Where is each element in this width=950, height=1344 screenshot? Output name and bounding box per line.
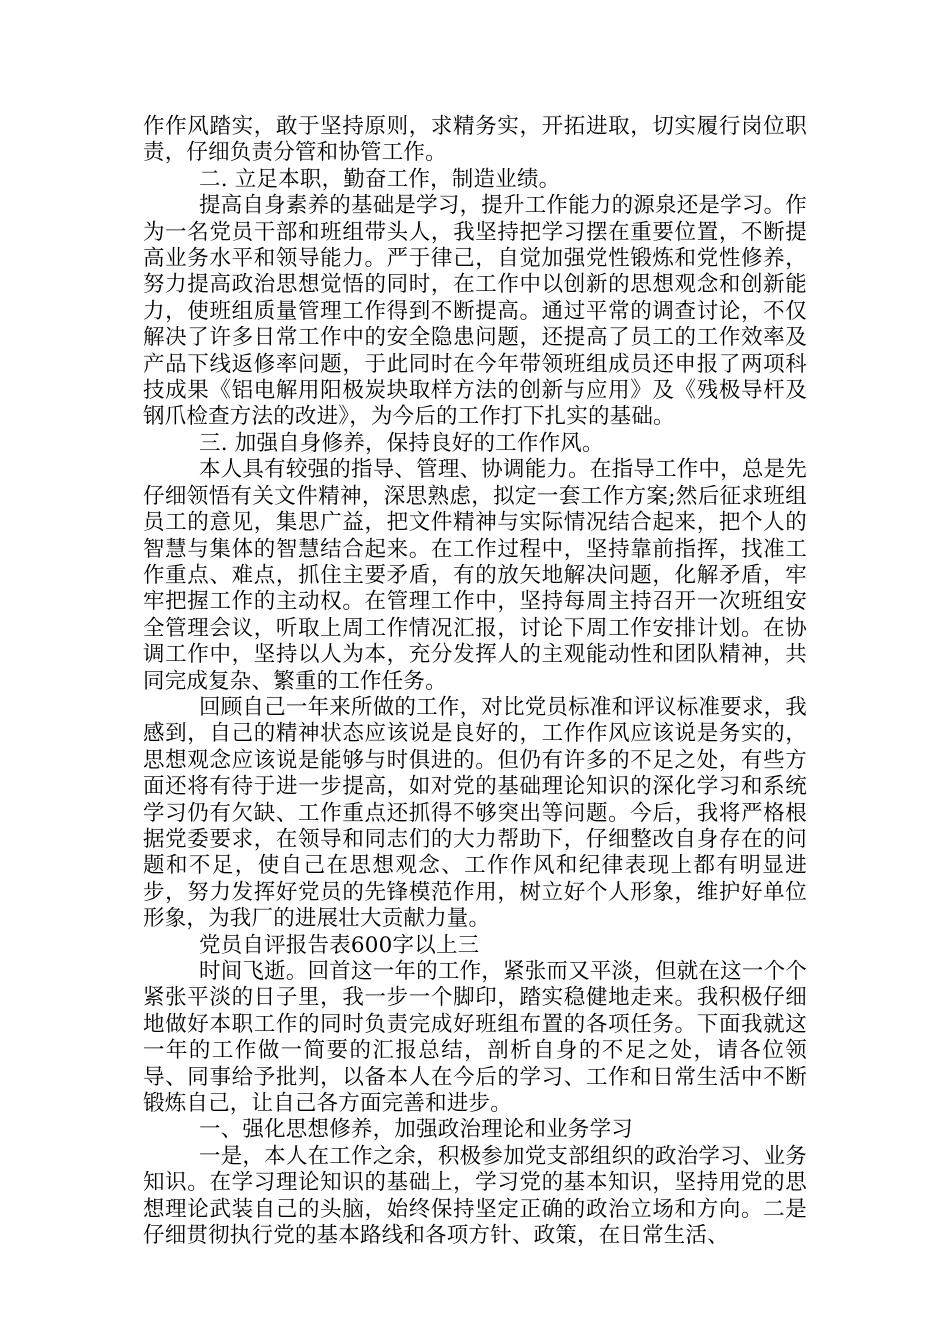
paragraph-1: 作作风踏实，敢于坚持原则，求精务实，开拓进取，切实履行岗位职责，仔细负责分管和协管工作。 — [143, 114, 807, 166]
paragraph-8: 时间飞逝。回首这一年的工作，紧张而又平淡，但就在这一个个紧张平淡的日子里，我一步一个脚印，踏实稳健地走来。我积极仔细地做好本职工作的同时负责完成好班组布置的各项任务。下面我就这一年的工作做一简要的汇报总结，剖析自身的不足之处，请各位领导、同事给予批判，以备本人在今后的学习、工作和日常生活中不断锻炼自己，让自己各方面完善和进步。 — [143, 959, 807, 1117]
document-page — [143, 114, 807, 1249]
section-heading-2: 二. 立足本职，勤奋工作，制造业绩。 — [199, 166, 561, 192]
report-title: 党员自评报告表600字以上三 — [199, 932, 480, 958]
paragraph-5: 本人具有较强的指导、管理、协调能力。在指导工作中，总是先仔细领悟有关文件精神，深思熟虑，拟定一套工作方案;然后征求班组员工的意见，集思广益，把文件精神与实际情况结合起来，把个人的智慧与集体的智慧结合起来。在工作过程中，坚持靠前指挥，找准工作重点、难点，抓住主要矛盾，有的放矢地解决问题，化解矛盾，牢牢把握工作的主动权。在管理工作中，坚持每周主持召开一次班组安全管理会议，听取上周工作情况汇报，讨论下周工作安排计划。在协调工作中，坚持以人为本，充分发挥人的主观能动性和团队精神，共同完成复杂、繁重的工作任务。 — [143, 457, 807, 694]
paragraph-6: 回顾自己一年来所做的工作，对比党员标准和评议标准要求，我感到，自己的精神状态应该说是良好的，工作作风应该说是务实的，思想观念应该说是能够与时俱进的。但仍有许多的不足之处，有些方面还将有待于进一步提高，如对党的基础理论知识的深化学习和系统学习仍有欠缺、工作重点还抓得不够突出等问题。今后，我将严格根据党委要求，在领导和同志们的大力帮助下，仔细整改自身存在的问题和不足，使自己在思想观念、工作作风和纪律表现上都有明显进步，努力发挥好党员的先锋模范作用，树立好个人形象，维护好单位形象，为我厂的进展壮大贡献力量。 — [143, 694, 807, 932]
paragraph-10: 一是，本人在工作之余，积极参加党支部组织的政治学习、业务知识。在学习理论知识的基础上，学习党的基本知识，坚持用党的思想理论武装自己的头脑，始终保持坚定正确的政治立场和方向。二是仔细贯彻执行党的基本路线和各项方针、政策，在日常生活、 — [143, 1143, 807, 1249]
section-heading-1: 一、强化思想修养，加强政治理论和业务学习 — [199, 1117, 634, 1143]
paragraph-3: 提高自身素养的基础是学习，提升工作能力的源泉还是学习。作为一名党员干部和班组带头人，我坚持把学习摆在重要位置，不断提高业务水平和领导能力。严于律己，自觉加强党性锻炼和党性修养，努力提高政治思想觉悟的同时，在工作中以创新的思想观念和创新能力，使班组质量管理工作得到不断提高。通过平常的调查讨论，不仅解决了许多日常工作中的安全隐患问题，还提高了员工的工作效率及产品下线返修率问题，于此同时在今年带领班组成员还申报了两项科技成果《铝电解用阳极炭块取样方法的创新与应用》及《残极导杆及钢爪检查方法的改进》，为今后的工作打下扎实的基础。 — [143, 193, 807, 430]
section-heading-3: 三. 加强自身修养，保持良好的工作作风。 — [199, 430, 604, 456]
